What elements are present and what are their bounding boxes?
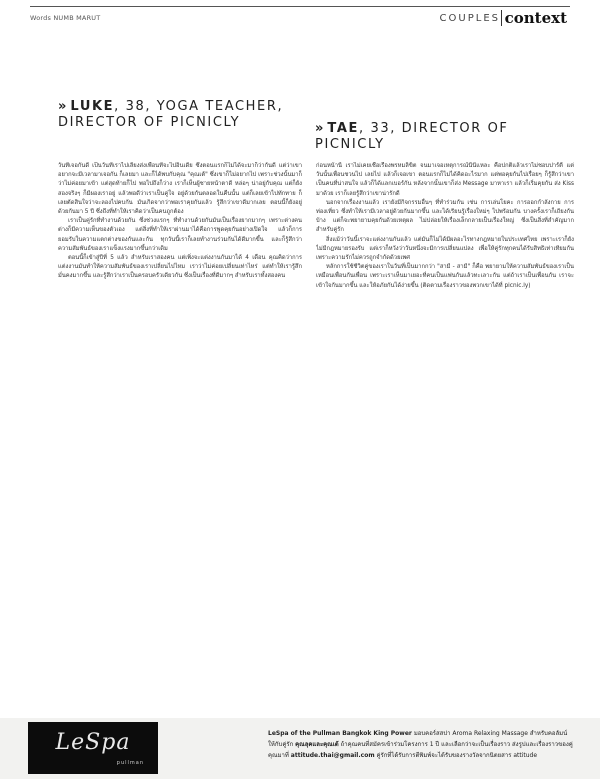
- byline: Words NUMB MARUT: [30, 14, 101, 22]
- luke-name: LUKE: [70, 99, 115, 114]
- tae-paragraph: ก่อนหน้านี้ เราไม่เคยเชื่อเรื่องพรหมลิขิต จนมาเจอเหตุการณ์นี้นี่แหละ คือปกติแล้วเราไม่ชอบปาร์ตี้ แต่วันนั้นเพื่อนชวนไป เลยไป แล้วก็เจอเขา ตอนแรกก็ไม่ได้คิดอะไรมาก แต่พอคุยกันไปเรื่อยๆ ก็รู้สึกว่าเขาเป็นคนที่น่าสนใจ แล้วก็ได้แลกเบอร์กัน หลังจากนั้นเขาก็ส่ง Message มาหาเรา แล้วก็เริ่มคุยกัน ส่ง Kiss มาด้วย เราก็เลยรู้สึกว่าเขาน่ารักดี: [316, 163, 574, 197]
- page-header: [30, 10, 570, 32]
- top-rule: [30, 6, 570, 7]
- sponsor-offer-details: ถ้าคุณคนที่สมัครเข้าร่วมโครงการ 1 ปี และเลือกว่าจะเป็นเรื่องราว ส่งรูปและเรื่องราวของคู่คุณมาที่: [268, 741, 573, 759]
- sponsor-offer: มอบคอร์สสปา Aroma Relaxing Massage สำหรับคอลัมน์ให้กับคู่รัก: [268, 730, 568, 748]
- section-label: COUPLES: [439, 13, 500, 24]
- luke-paragraph: ตอนนี้ก็เข้าสู่ปีที่ 5 แล้ว สำหรับเราสองคน แต่เพิ่งจะแต่งงานกันมาได้ 4 เดือน คุณคิดว่าการแต่งงานมันทำให้ความสัมพันธ์ของเราเปลี่ยนไปไหม เราว่าไม่ค่อยเปลี่ยนเท่าไหร่ แต่ทำให้เรารู้สึกมั่นคงมากขึ้น และรู้สึกว่าเราเป็นครอบครัวเดียวกัน ซึ่งเป็นเรื่องที่ดีมากๆ สำหรับเราทั้งสองคน: [58, 255, 302, 280]
- tae-paragraph: หลักการใช้ชีวิตคู่ของเราในวันที่เป็นมากกว่า "สามี - สามี" ก็คือ พยายามให้ความสัมพันธ์ของเราเป็นเหมือนเพื่อนกันเพื่อน เพราะเราเห็นมาเยอะที่คนเป็นแฟนกันแล้วทะเลาะกัน แต่ถ้าเราเป็นเพื่อนกัน เราจะเข้าใจกันมากขึ้น และให้อภัยกันได้ง่ายขึ้น (ติดตามเรื่องราวของพวกเขาได้ที่ picnic.ly): [316, 264, 574, 289]
- tae-heading: [315, 121, 575, 153]
- tae-paragraph: สิ่งแม้ว่าวันนี้เราจะแต่งงานกันแล้ว แต่มันก็ไม่ได้มีผลอะไรทางกฎหมายในประเทศไทย เพราะเราก็ยังไม่มีกฎหมายรองรับ แต่เราก็หวังว่าวันหนึ่งจะมีการเปลี่ยนแปลง เพื่อให้คู่รักทุกคนได้รับสิทธิเท่าเทียมกัน เพราะความรักไม่ควรถูกจำกัดด้วยเพศ: [316, 236, 574, 262]
- tae-paragraph: นอกจากเรื่องงานแล้ว เรายังมีกิจกรรมอื่นๆ ที่ทำร่วมกัน เช่น การเล่นโยคะ การออกกำลังกาย การท่องเที่ยว ซึ่งทำให้เรามีเวลาอยู่ด้วยกันมากขึ้น และได้เรียนรู้เรื่องใหม่ๆ ไปพร้อมกัน บางครั้งเราก็เถียงกันบ้าง แต่ก็จะพยายามคุยกันด้วยเหตุผล ไม่ปล่อยให้เรื่องเล็กกลายเป็นเรื่องใหญ่ ซึ่งเป็นสิ่งที่สำคัญมากสำหรับคู่รัก: [316, 199, 574, 234]
- contact-email[interactable]: attitude.thai@gmail.com: [290, 752, 375, 759]
- lespa-logo: [28, 722, 158, 774]
- tae-details: , 33, DIRECTOR OF PICNICLY: [315, 121, 509, 152]
- winner-names: คุณลุคและคุณเต้: [295, 741, 339, 748]
- tae-column: [316, 162, 574, 712]
- sponsor-offer-footer: คู่รักที่ได้รับการตีพิมพ์จะได้รับของรางวัลจากนิตยสาร attitude: [374, 752, 538, 759]
- tae-name: TAE: [327, 121, 360, 136]
- luke-heading: [58, 99, 293, 131]
- luke-paragraph: วันที่เจอกันดี เป็นวันที่เราไปเลี้ยงส่งเพื่อนที่จะไปอินเดีย ซึ่งตอนแรกก็ไม่ได้จะมาก็ว่ากันดี แต่ว่าเขาอยากจะมีเวลามาเจอกัน ก็เลยมา และก็ได้พบกับคุณ "คุณเต้" ซึ่งเขาก็ไม่อยากไป เพราะช่วงนั้นมาก็ว่าไม่ค่อยมาเข้า แต่สุดท้ายก็ไป พอไปถึงก็ว่าง เราก็เห็นผู้ชายหน้าตาดี หล่อๆ น่าอยู่กับคุณ แต่ก็ยังสองจริงๆ ก็มีผองเราอยู่ แล้วพอดีว่าเราเป็นคู่ใจ อยู่ด้วยกันตลอดในคืนนั้น แต่ก็เลยเข้าไปทักทาย ก็เลยตัดสินใจว่าจะลองไปคบกัน มันเกิดจากว่าพอเราคุยกันแล้ว รู้สึกว่าเขาดีมากเลย ตอนนี้ก็ยังอยู่ด้วยกันมา 5 ปี ซึ่งถึงที่ทำให้เราคิดว่าเป็นคนถูกต้อง: [58, 163, 302, 216]
- masthead: context: [501, 10, 570, 26]
- luke-column: [58, 162, 302, 712]
- logo-subtitle: pullman: [116, 760, 144, 766]
- luke-details: , 38, YOGA TEACHER, DIRECTOR OF PICNICLY: [58, 99, 284, 130]
- sponsor-banner: [0, 718, 600, 779]
- luke-paragraph: เราเป็นคู่รักที่ทำงานด้วยกัน ซึ่งช่วงแรกๆ ที่ทำงานด้วยกันมันเป็นเรื่องยากมากๆ เพราะต่างคนต่างก็มีความเห็นของตัวเอง แต่สิ่งที่ทำให้เราผ่านมาได้คือการพูดคุยกันอย่างเปิดใจ แล้วก็การยอมรับในความแตกต่างของกันและกัน ทุกวันนี้เราก็เลยทำงานร่วมกันได้ดีมากขึ้น และก็รู้สึกว่าความสัมพันธ์ของเราแข็งแรงมากขึ้นกว่าเดิม: [58, 218, 302, 252]
- sponsor-text: [268, 728, 573, 761]
- chevron-right-icon: »: [315, 121, 324, 136]
- sponsor-brand: LeSpa of the Pullman Bangkok King Power: [268, 730, 412, 737]
- chevron-right-icon: »: [58, 99, 67, 114]
- logo-wordmark: LeSpa: [55, 730, 131, 755]
